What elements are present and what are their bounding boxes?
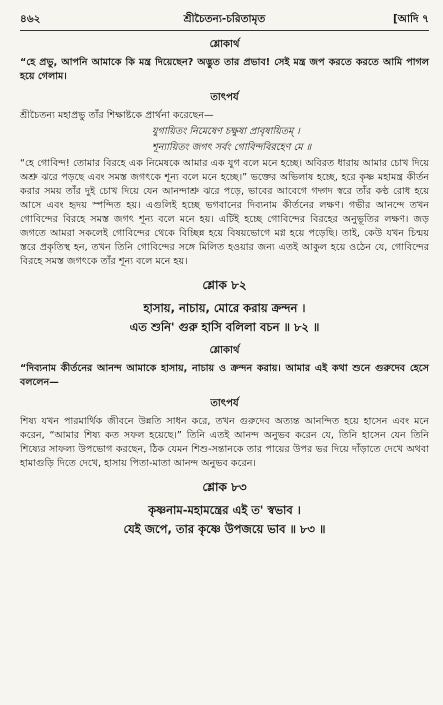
shloka-heading: শ্লোক ৮২ [202, 278, 247, 292]
translation-text: “দিব্যনাম কীর্তনের আনন্দ আমাকে হাসায়, নাচায় ও ক্রন্দন করায়। আমার এই কথা শুনে গুরুদেব হেসে বললেন— [20, 363, 429, 388]
page-header [20, 6, 429, 31]
sanskrit-quote-line: যুগায়িতং নিমেষেণ চক্ষুষা প্রাবৃষায়িতম্ । [152, 126, 300, 137]
tatparya-heading: তাৎপর্য [210, 92, 239, 103]
verse-line: এত শুনি' গুরু হাসি বলিলা বচন ॥ ৮২ ॥ [129, 320, 320, 334]
verse-line: হাসায়, নাচায়, মোরে করায় ক্রন্দন । [143, 301, 306, 315]
translation-text: “হে প্রভু, আপনি আমাকে কি মন্ত্র দিয়েছেন? অদ্ভুত তার প্রভাব! সেই মন্ত্র জপ করতে করতে আমি পাগল হয়ে গেলাম। [20, 57, 429, 82]
sanskrit-quote-line: শূন্যায়িতং জগৎ সর্বং গোবিন্দবিরহেণ মে ॥ [152, 142, 312, 153]
purport-intro: শ্রীচৈতন্য মহাপ্রভু তাঁর শিক্ষাষ্টকে প্রার্থনা করেছেন— [20, 110, 214, 121]
chapter-marker: [আদি ৭ [392, 13, 429, 25]
shloka-heading: শ্লোক ৮৩ [202, 480, 247, 494]
tatparya-heading: তাৎপর্য [210, 398, 239, 409]
shlokartha-heading: শ্লোকার্থ [209, 39, 240, 50]
verse-line: যেই জপে, তার কৃষ্ণে উপজয়ে ভাব ॥ ৮৩ ॥ [123, 522, 326, 536]
shlokartha-heading: শ্লোকার্থ [209, 345, 240, 356]
purport-text: “হে গোবিন্দ! তোমার বিরহে এক নিমেষকে আমার এক যুগ বলে মনে হচ্ছে। অবিরত ধারায় আমার চোখ দিয়ে অশ্রু ঝরে পড়ছে এবং সমস্ত জগৎকে শূন্য বলে মনে হচ্ছে।” ভক্তের অভিলাষ হচ্ছে, হরে কৃষ্ণ মহামন্ত্র কীর্তন করার সময় তাঁর দুই চোখ দিয়ে যেন আনন্দাশ্রু ঝরে পড়ে, ভাবের আবেগে গদ্গদ স্বরে তাঁর কণ্ঠ রোধ হয়ে আসে এবং হৃদয় স্পন্দিত হয়। এগুলিই হচ্ছে ভগবানের দিব্যনাম কীর্তনের লক্ষণ। গভীর আনন্দে তখন গোবিন্দের বিরহে সমস্ত জগৎ শূন্য বলে মনে হয়। এটিই হচ্ছে গোবিন্দের বিরহের অনুভূতির লক্ষণ। জড় জগতে আমরা সকলেই গোবিন্দের থেকে বিচ্ছিন্ন হয়ে বিষয়ভোগে মগ্ন হয়ে পড়েছি। তাই, কেউ যখন চিন্ময় স্তরে প্রকৃতিস্থ হন, তখন তিনি গোবিন্দের সঙ্গে মিলিত হওয়ার জন্য এতই আকুল হয়ে ওঠেন যে, গোবিন্দের বিরহে সমস্ত জগৎকে তাঁর শূন্য বলে মনে হয়। [20, 158, 429, 267]
page-number: ৪৬২ [20, 13, 41, 25]
purport-text: শিষ্য যখন পারমার্থিক জীবনে উন্নতি সাধন করে, তখন গুরুদেব অত্যন্ত আনন্দিত হয়ে হাসেন এবং মনে করেন, “আমার শিষ্য কত সফল হয়েছে।” তিনি এতই আনন্দ অনুভব করেন যে, তিনি হাসেন যেন তিনি শিষ্যের সাফল্য উপভোগ করছেন, ঠিক যেমন শিশু-সন্তানকে তার পায়ের উপর ভর দিয়ে দাঁড়াতে দেখে অথবা হামাগুড়ি দিতে দেখে, হাসায় পিতা-মাতা আনন্দ অনুভব করেন। [20, 416, 429, 469]
book-title: শ্রীচৈতন্য-চরিতামৃত [183, 13, 266, 25]
verse-line: কৃষ্ণনাম-মহামন্ত্রের এই ত' স্বভাব । [148, 503, 301, 517]
